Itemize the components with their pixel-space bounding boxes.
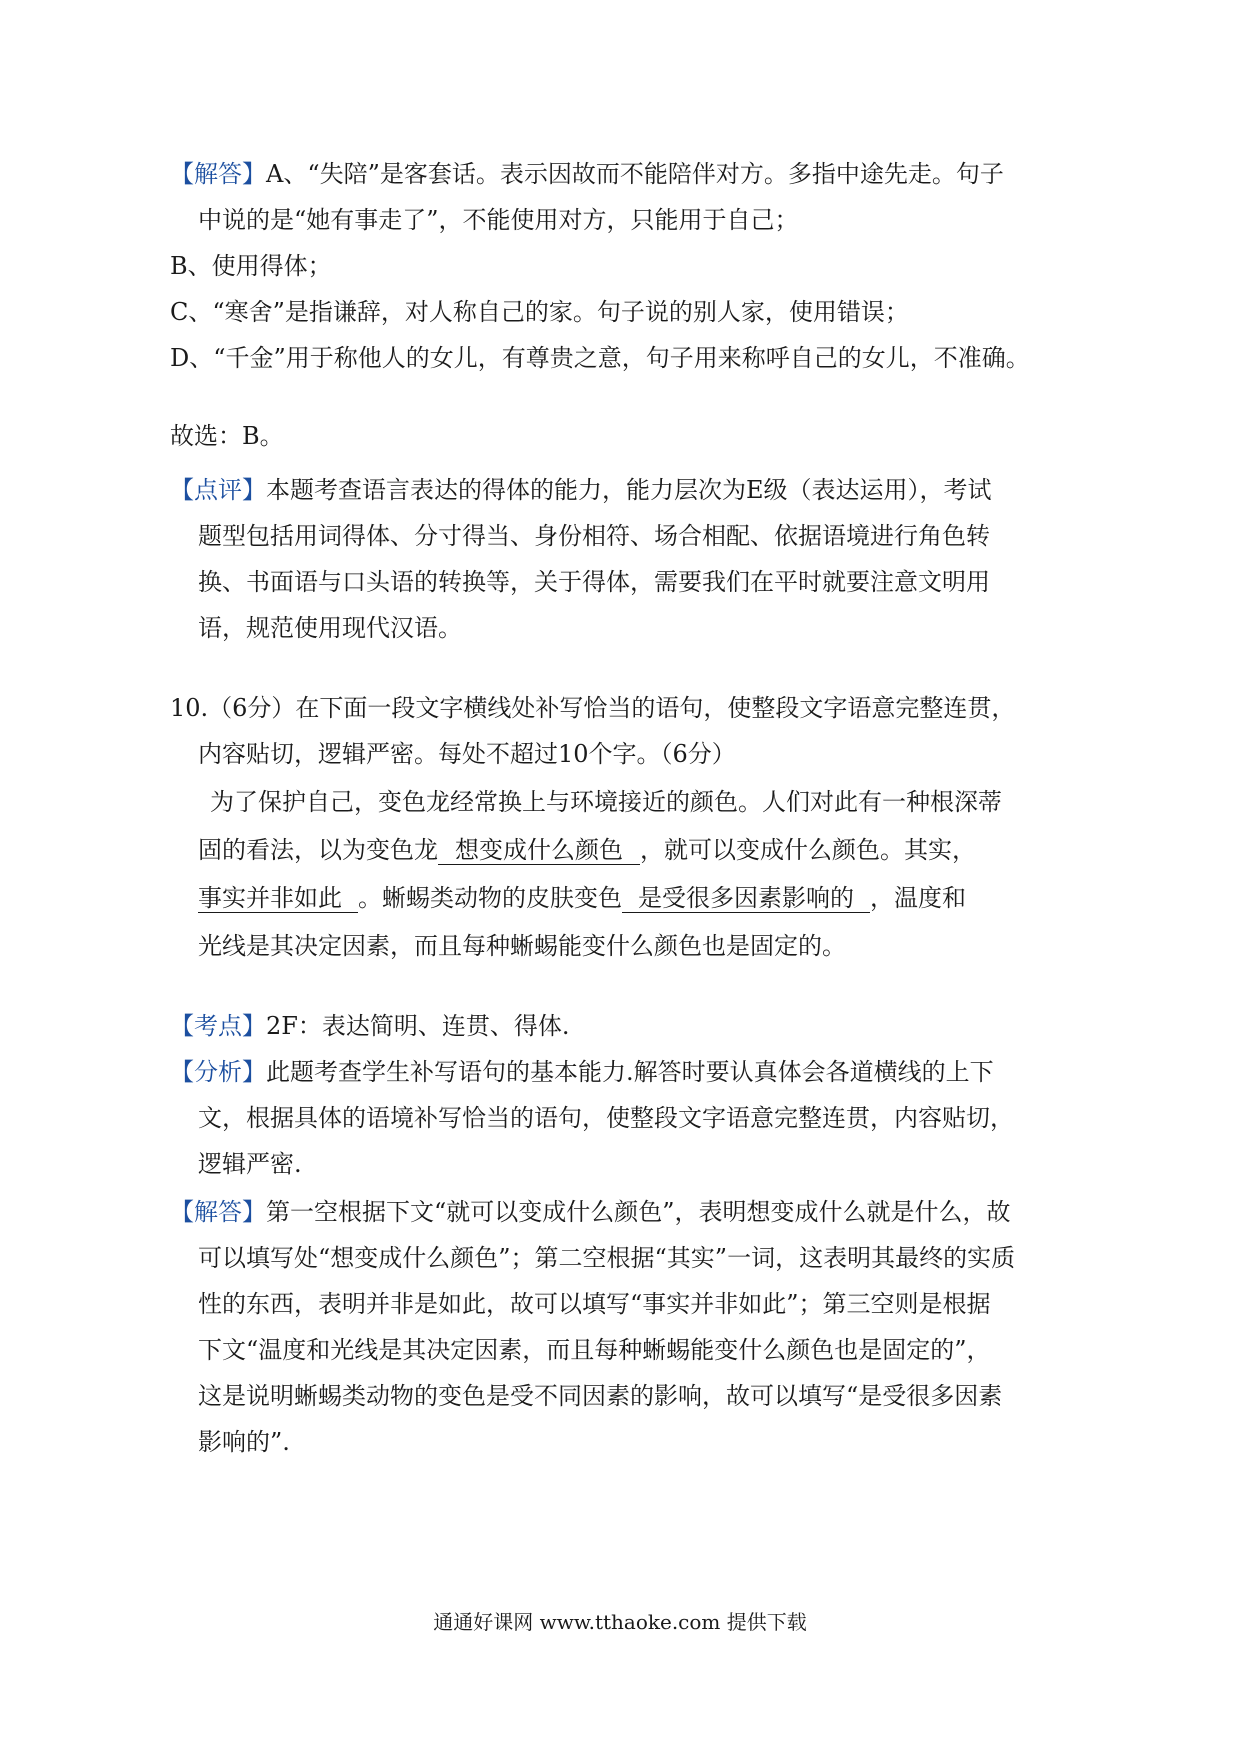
q10-passage-line-1: 为了保护自己，变色龙经常换上与环境接近的颜色。人们对此有一种根深蒂 <box>210 788 1002 816</box>
q10-keypoint-text: 2F：表达简明、连贯、得体. <box>266 1012 570 1040</box>
q10-answer-line-2: 可以填写处“想变成什么颜色”；第二空根据“其实”一词，这表明其最终的实质 <box>198 1244 1016 1272</box>
q10-answer-line-6: 影响的”. <box>198 1428 290 1456</box>
q10-answer-text-1: 第一空根据下文“就可以变成什么颜色”，表明想变成什么就是什么，故 <box>266 1198 1011 1226</box>
q10-answer-line-5: 这是说明蜥蜴类动物的变色是受不同因素的影响，故可以填写“是受很多因素 <box>198 1382 1003 1410</box>
q9-comment-line-2: 题型包括用词得体、分寸得当、身份相符、场合相配、依据语境进行角色转 <box>198 522 990 550</box>
keypoint-tag: 【考点】 <box>170 1012 266 1040</box>
q9-comment-line-3: 换、书面语与口头语的转换等，关于得体，需要我们在平时就要注意文明用 <box>198 568 990 596</box>
q10-stem-line-2: 内容贴切，逻辑严密。每处不超过10个字。（6分） <box>198 740 736 768</box>
answer-tag: 【解答】 <box>170 1198 266 1226</box>
fill-blank-2: 事实并非如此 <box>198 884 358 913</box>
q10-passage-text: ，就可以变成什么颜色。其实， <box>640 836 976 864</box>
q9-comment-text-1: 本题考查语言表达的得体的能力，能力层次为E级（表达运用），考试 <box>266 476 992 504</box>
q9-answer-line-5: D、“千金”用于称他人的女儿，有尊贵之意，句子用来称呼自己的女儿，不准确。 <box>170 344 1030 372</box>
q9-answer-line-3: B、使用得体； <box>170 252 332 280</box>
q10-passage-text: 固的看法，以为变色龙 <box>198 836 438 864</box>
q10-passage-text: ，温度和 <box>870 884 966 912</box>
q10-keypoint <box>170 1010 570 1042</box>
q9-comment-line-1 <box>170 474 992 506</box>
q10-passage-line-4: 光线是其决定因素，而且每种蜥蜴能变什么颜色也是固定的。 <box>198 932 846 960</box>
q10-answer-line-4: 下文“温度和光线是其决定因素，而且每种蜥蜴能变什么颜色也是固定的”， <box>198 1336 991 1364</box>
q10-passage-line-3 <box>198 882 966 914</box>
q10-analysis-line-3: 逻辑严密. <box>198 1150 302 1178</box>
q10-analysis-line-1 <box>170 1056 994 1088</box>
q9-answer-line-4: C、“寒舍”是指谦辞，对人称自己的家。句子说的别人家，使用错误； <box>170 298 909 326</box>
q9-answer-line-2: 中说的是“她有事走了”，不能使用对方，只能用于自己； <box>198 206 799 234</box>
q10-analysis-text-1: 此题考查学生补写语句的基本能力.解答时要认真体会各道横线的上下 <box>266 1058 994 1086</box>
q10-passage-line-2 <box>198 834 976 866</box>
q9-comment-line-4: 语，规范使用现代汉语。 <box>198 614 462 642</box>
q10-answer-line-1 <box>170 1196 1011 1228</box>
q9-answer-text-1: A、“失陪”是客套话。表示因故而不能陪伴对方。多指中途先走。句子 <box>266 160 1004 188</box>
q10-passage-text: 。蜥蜴类动物的皮肤变色 <box>358 884 622 912</box>
q9-choice: 故选：B。 <box>170 422 284 450</box>
fill-blank-3: 是受很多因素影响的 <box>622 884 870 913</box>
q10-analysis-line-2: 文，根据具体的语境补写恰当的语句，使整段文字语意完整连贯，内容贴切， <box>198 1104 1014 1132</box>
answer-tag: 【解答】 <box>170 160 266 188</box>
page-footer: 通通好课网 www.tthaoke.com 提供下载 <box>433 1610 807 1634</box>
q9-answer-line-1 <box>170 158 1004 190</box>
q10-stem-line-1: 10.（6分）在下面一段文字横线处补写恰当的语句，使整段文字语意完整连贯， <box>170 694 1016 722</box>
fill-blank-1: 想变成什么颜色 <box>438 836 640 865</box>
analysis-tag: 【分析】 <box>170 1058 266 1086</box>
comment-tag: 【点评】 <box>170 476 266 504</box>
q10-answer-line-3: 性的东西，表明并非是如此，故可以填写“事实并非如此”；第三空则是根据 <box>198 1290 991 1318</box>
